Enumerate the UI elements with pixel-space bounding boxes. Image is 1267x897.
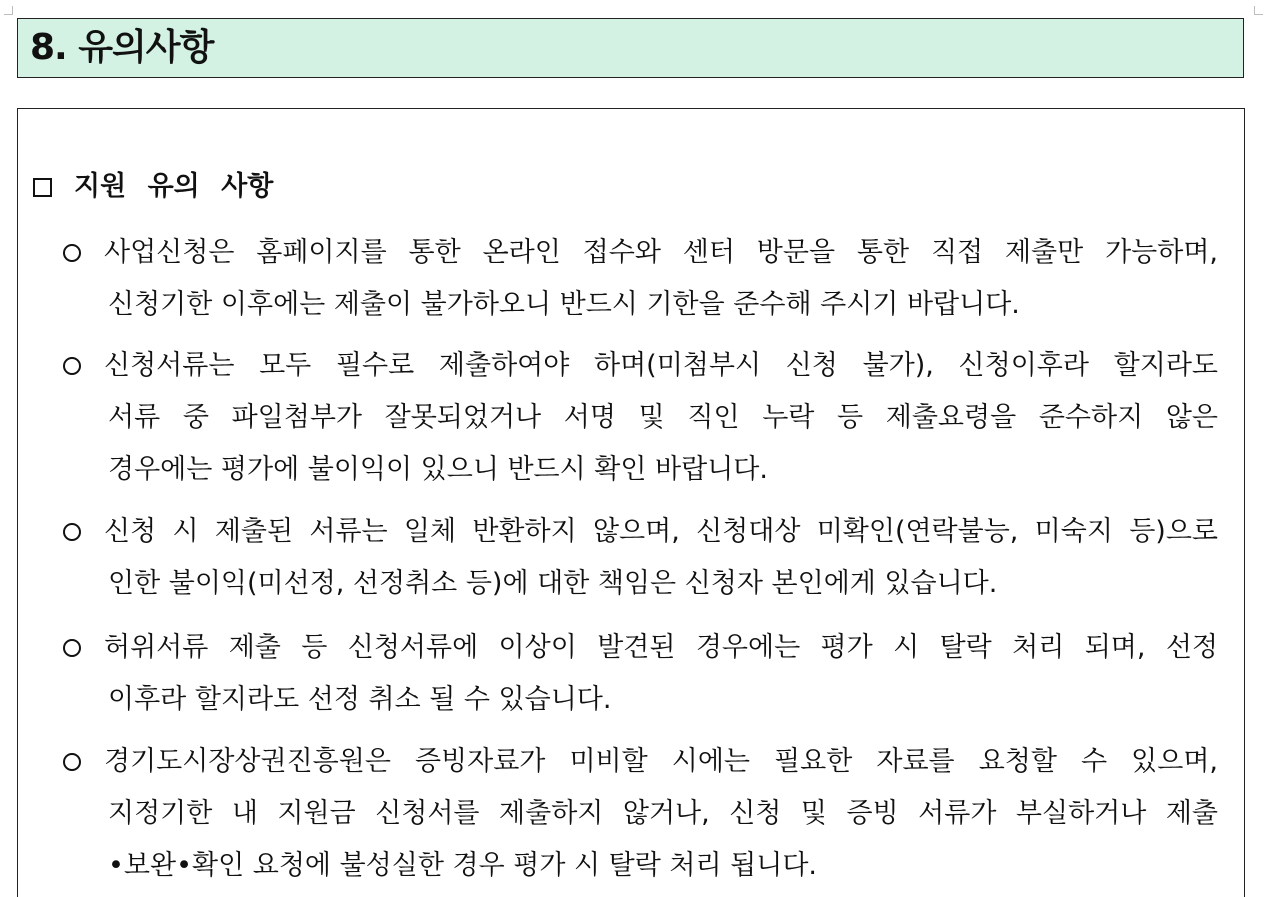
circle-bullet-icon xyxy=(63,244,81,262)
notice-item-line: 신청 시 제출된 서류는 일체 반환하지 않으며, 신청대상 미확인(연락불능, 미숙지 등)으로 xyxy=(104,516,1218,547)
notice-content-box xyxy=(17,108,1245,897)
notice-item-line: •보완•확인 요청에 불성실한 경우 평가 시 탈락 처리 됩니다. xyxy=(108,850,817,881)
notice-item-line: 인한 불이익(미선정, 선정취소 등)에 대한 책임은 신청자 본인에게 있습니다. xyxy=(108,568,998,599)
notice-item-line: 경우에는 평가에 불이익이 있으니 반드시 확인 바랍니다. xyxy=(108,454,768,485)
subsection-heading-text: 지원 유의 사항 xyxy=(74,171,274,202)
circle-bullet-icon xyxy=(63,639,81,657)
section-title: 8. 유의사항 xyxy=(30,27,214,68)
square-bullet-icon xyxy=(33,178,52,197)
notice-item-line: 신청기한 이후에는 제출이 불가하오니 반드시 기한을 준수해 주시기 바랍니다. xyxy=(108,289,1020,320)
circle-bullet-icon xyxy=(63,753,81,771)
notice-item-line: 신청서류는 모두 필수로 제출하여야 하며(미첨부시 신청 불가), 신청이후라 할지라도 xyxy=(104,350,1218,381)
notice-item-line: 서류 중 파일첨부가 잘못되었거나 서명 및 직인 누락 등 제출요령을 준수하지 않은 xyxy=(108,402,1218,433)
crop-mark-left xyxy=(4,6,13,15)
crop-mark-right xyxy=(1254,6,1263,15)
subsection-heading xyxy=(33,167,273,207)
notice-item-line: 사업신청은 홈페이지를 통한 온라인 접수와 센터 방문을 통한 직접 제출만 가능하며, xyxy=(104,237,1218,268)
notice-item-line: 경기도시장상권진흥원은 증빙자료가 미비할 시에는 필요한 자료를 요청할 수 있으며, xyxy=(104,746,1218,777)
notice-item-line: 허위서류 제출 등 신청서류에 이상이 발견된 경우에는 평가 시 탈락 처리 되며, 선정 xyxy=(104,632,1218,663)
circle-bullet-icon xyxy=(63,357,81,375)
section-title-bar xyxy=(17,18,1244,78)
notice-item-line: 지정기한 내 지원금 신청서를 제출하지 않거나, 신청 및 증빙 서류가 부실하거나 제출 xyxy=(108,798,1218,829)
circle-bullet-icon xyxy=(63,523,81,541)
notice-item-line: 이후라 할지라도 선정 취소 될 수 있습니다. xyxy=(108,684,612,715)
